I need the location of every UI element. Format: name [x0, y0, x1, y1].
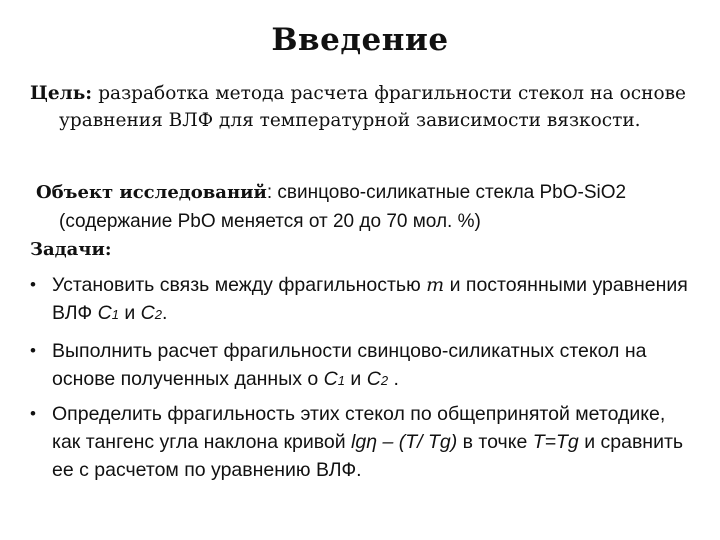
task-text-3 [52, 400, 690, 484]
constant-c1-subscript: 1 [337, 373, 345, 388]
constant-c1: C [97, 302, 112, 324]
task-text-2 [52, 337, 690, 395]
object-paragraph [36, 178, 711, 236]
task-item-1 [30, 271, 690, 329]
object-text: : свинцово-силикатные стекла PbO-SiO2 (содержание PbO меняется от 20 до 70 мол. %) [59, 182, 627, 232]
constant-c1-subscript: 1 [111, 307, 119, 322]
task-3-part-1: Определить фрагильность этих стекол по общепринятой методике, как тангенс угла наклона кривой [52, 403, 666, 453]
slide-title: Введение [271, 22, 449, 58]
bullet-icon: • [30, 275, 36, 294]
task-2-conjunction: и [344, 368, 367, 390]
task-1-end: . [162, 302, 168, 324]
goal-text: разработка метода расчета фрагильности стекол на основе уравнения ВЛФ для температурной зависимости вязкости. [59, 83, 686, 131]
tasks-heading: Задачи: [30, 239, 112, 260]
task-item-2 [30, 337, 690, 395]
point-formula: T=Tg [532, 431, 579, 453]
goal-label: Цель [30, 83, 86, 104]
task-1-conjunction: и [118, 302, 141, 324]
goal-paragraph [30, 80, 686, 134]
fragility-symbol-m: m [426, 274, 445, 296]
constant-c1: C [323, 368, 338, 390]
task-3-part-3: и сравнить ее с расчетом по уравнению ВЛФ. [52, 431, 684, 481]
goal-text-block [30, 80, 686, 134]
constant-c2-subscript: 2 [154, 307, 162, 322]
constant-c2: C [366, 368, 381, 390]
bullet-icon: • [30, 341, 36, 360]
task-1-part-1: Установить связь между фрагильностью [52, 274, 427, 296]
task-2-part-1: Выполнить расчет фрагильности свинцово-силикатных стекол на основе полученных данных о [52, 340, 647, 390]
viscosity-formula: lgη – (T/ Tg) [351, 431, 458, 453]
bullet-icon: • [30, 404, 36, 423]
task-3-part-2: в точке [457, 431, 533, 453]
task-1-part-2: и постоянными уравнения ВЛФ [52, 274, 688, 324]
object-label: Объект исследований [36, 182, 267, 203]
task-text-1 [52, 271, 690, 329]
task-item-3 [30, 400, 690, 484]
goal-colon: : [85, 83, 93, 104]
constant-c2: C [140, 302, 155, 324]
constant-c2-subscript: 2 [380, 373, 389, 388]
task-2-end: . [388, 368, 399, 390]
